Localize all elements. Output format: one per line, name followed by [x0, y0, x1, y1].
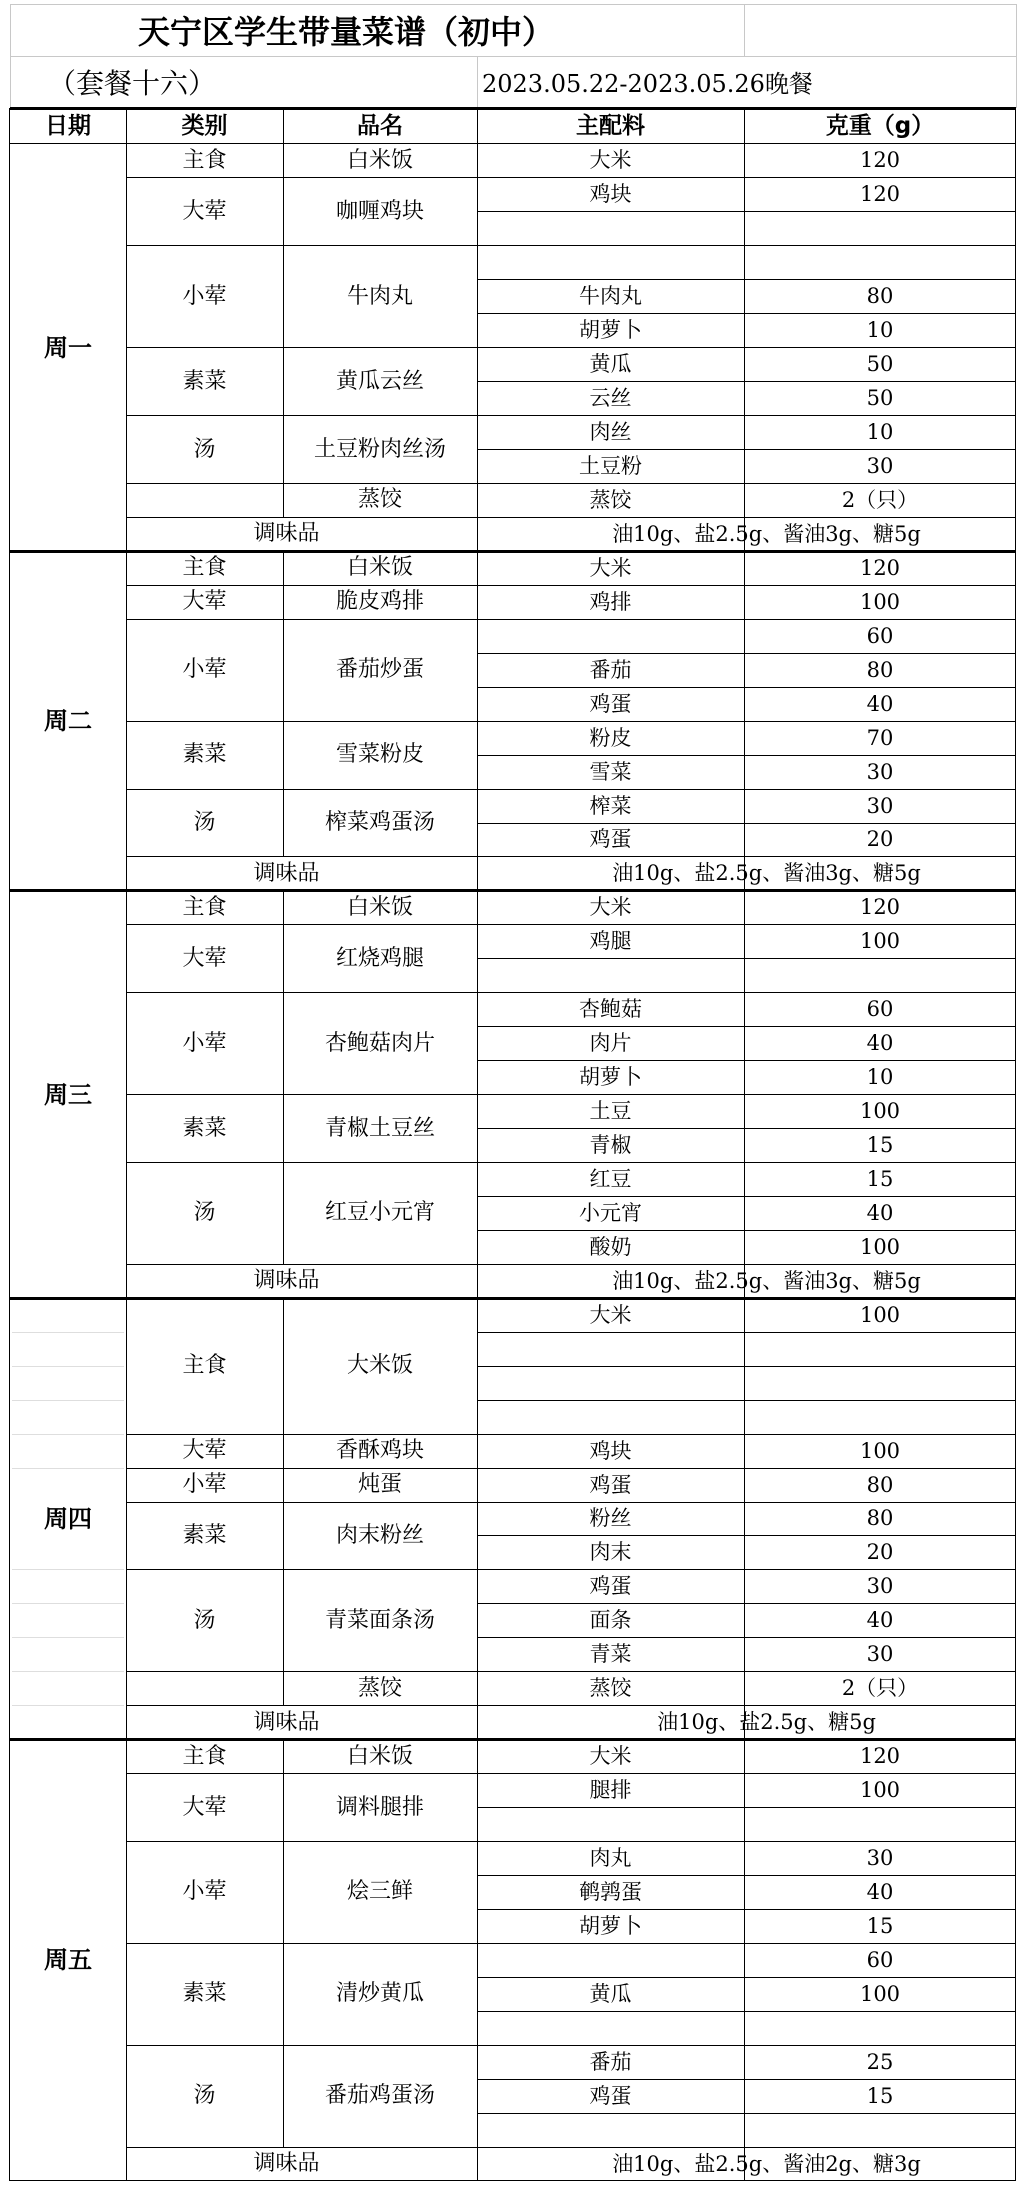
weight-cell: 60 [866, 1947, 894, 1972]
dish-name-cell: 杏鲍菇肉片 [324, 1030, 435, 1056]
weight-cell: 60 [866, 623, 894, 648]
dish-name-cell: 炖蛋 [357, 1472, 402, 1498]
weight-cell [744, 959, 1016, 993]
ingredient-cell: 鸡排 [589, 589, 632, 614]
ingredient-cell [477, 1332, 744, 1366]
dish-name-cell: 蒸饺 [357, 1675, 402, 1701]
weight-cell: 30 [866, 454, 894, 479]
weight-cell: 30 [866, 793, 894, 818]
ingredient-cell: 鸡块 [589, 182, 632, 207]
weight-cell: 15 [866, 1166, 894, 1191]
date-range: 2023.05.22-2023.05.26晚餐 [482, 70, 813, 98]
ingredient-cell [477, 1943, 744, 1977]
ingredient-cell [477, 246, 744, 280]
dish-name-cell: 番茄鸡蛋汤 [324, 2083, 435, 2109]
dish-name-cell: 咖喱鸡块 [335, 198, 424, 224]
grid-vline [1016, 4, 1017, 108]
page-title: 天宁区学生带量菜谱（初中） [138, 13, 555, 51]
category-cell: 小荤 [182, 1472, 227, 1498]
weight-cell: 10 [866, 420, 894, 445]
ingredient-cell: 肉片 [589, 1031, 632, 1056]
day-label: 周五 [44, 1946, 92, 1975]
ingredient-cell: 土豆粉 [579, 454, 642, 479]
grid-vline [10, 4, 11, 108]
category-cell: 素菜 [182, 368, 227, 394]
ingredient-cell: 鸡蛋 [589, 827, 632, 852]
ingredient-cell: 鸡蛋 [589, 1574, 632, 1599]
ingredient-cell: 牛肉丸 [579, 284, 642, 309]
category-cell: 小荤 [182, 1879, 227, 1905]
grid-vline [477, 56, 478, 108]
dish-name-cell: 白米饭 [346, 555, 413, 581]
category-cell: 汤 [193, 1607, 216, 1633]
dish-name-cell: 青椒土豆丝 [324, 1115, 435, 1141]
weight-cell: 70 [866, 725, 894, 750]
grid-vline [744, 4, 745, 56]
seasoning-value: 油10g、盐2.5g、酱油3g、糖5g [612, 1268, 921, 1293]
dish-name-cell: 蒸饺 [357, 487, 402, 513]
category-cell: 素菜 [182, 1115, 227, 1141]
ingredient-cell: 肉丸 [589, 1845, 632, 1870]
ingredient-cell: 小元宵 [579, 1200, 642, 1225]
dish-name-cell: 白米饭 [346, 1743, 413, 1769]
ingredient-cell: 鸡蛋 [589, 2083, 632, 2108]
ingredient-cell: 粉皮 [589, 725, 632, 750]
category-cell: 小荤 [182, 283, 227, 309]
category-cell: 主食 [182, 894, 227, 920]
dish-name-cell: 香酥鸡块 [335, 1438, 424, 1464]
ingredient-cell: 鸡蛋 [589, 691, 632, 716]
category-cell: 大荤 [182, 1438, 227, 1464]
ingredient-cell: 鹌鹑蛋 [579, 1879, 642, 1904]
weight-cell: 120 [859, 555, 901, 580]
weight-cell: 30 [866, 1845, 894, 1870]
category-cell: 大荤 [182, 945, 227, 971]
ingredient-cell: 雪菜 [589, 759, 632, 784]
ingredient-cell: 酸奶 [589, 1234, 632, 1259]
ingredient-cell: 胡萝卜 [579, 318, 642, 343]
category-cell: 大荤 [182, 589, 227, 615]
weight-cell: 120 [859, 148, 901, 173]
category-cell: 主食 [182, 555, 227, 581]
ingredient-cell: 番茄 [589, 2049, 632, 2074]
dish-name-cell: 脆皮鸡排 [335, 589, 424, 615]
header-category: 类别 [181, 112, 228, 139]
dish-name-cell: 红豆小元宵 [324, 1200, 435, 1226]
weight-cell: 15 [866, 1133, 894, 1158]
dish-name-cell: 大米饭 [346, 1353, 413, 1379]
ingredient-cell: 土豆 [589, 1099, 632, 1124]
header-weight: 克重（g） [825, 112, 935, 139]
dish-name-cell: 调料腿排 [335, 1794, 424, 1820]
weight-cell: 20 [866, 827, 894, 852]
category-cell: 小荤 [182, 1030, 227, 1056]
weight-cell: 20 [866, 1540, 894, 1565]
weight-cell: 80 [866, 284, 894, 309]
ingredient-cell: 蒸饺 [589, 487, 632, 512]
ingredient-cell: 红豆 [589, 1166, 632, 1191]
weight-cell: 80 [866, 1506, 894, 1531]
seasoning-value: 油10g、盐2.5g、糖5g [657, 1710, 876, 1735]
weight-cell: 120 [859, 182, 901, 207]
weight-cell: 100 [859, 1981, 901, 2006]
ingredient-cell [477, 1366, 744, 1400]
weight-cell: 40 [866, 1200, 894, 1225]
ingredient-cell: 面条 [589, 1608, 632, 1633]
category-cell [126, 1672, 283, 1706]
seasoning-label: 调味品 [253, 860, 320, 886]
ingredient-cell [477, 2113, 744, 2147]
weight-cell: 15 [866, 2083, 894, 2108]
ingredient-cell: 大米 [589, 895, 632, 920]
weight-cell: 100 [859, 929, 901, 954]
ingredient-cell [477, 1808, 744, 1842]
ingredient-cell: 胡萝卜 [579, 1913, 642, 1938]
weight-cell [744, 246, 1016, 280]
weight-cell: 100 [859, 1438, 901, 1463]
weight-cell: 100 [859, 1234, 901, 1259]
dish-name-cell: 红烧鸡腿 [335, 945, 424, 971]
category-cell: 汤 [193, 436, 216, 462]
dish-name-cell: 番茄炒蛋 [335, 657, 424, 683]
category-cell [126, 484, 283, 518]
weight-cell: 40 [866, 691, 894, 716]
weight-cell [744, 212, 1016, 246]
ingredient-cell: 鸡蛋 [589, 1472, 632, 1497]
category-cell: 素菜 [182, 1522, 227, 1548]
ingredient-cell [477, 959, 744, 993]
weight-cell: 10 [866, 1065, 894, 1090]
weight-cell [744, 1400, 1016, 1434]
weight-cell: 100 [859, 1099, 901, 1124]
ingredient-cell: 大米 [589, 1302, 632, 1327]
weight-cell: 30 [866, 1574, 894, 1599]
ingredient-cell: 鸡腿 [589, 929, 632, 954]
dish-name-cell: 雪菜粉皮 [335, 742, 424, 768]
weight-cell [744, 2113, 1016, 2147]
weight-cell: 30 [866, 759, 894, 784]
ingredient-cell: 肉末 [589, 1540, 632, 1565]
category-cell: 素菜 [182, 742, 227, 768]
weight-cell: 100 [859, 1778, 901, 1803]
ingredient-cell [477, 619, 744, 653]
category-cell: 汤 [193, 809, 216, 835]
category-cell: 汤 [193, 1200, 216, 1226]
weight-cell: 50 [866, 352, 894, 377]
ingredient-cell: 胡萝卜 [579, 1065, 642, 1090]
header-ingredient: 主配料 [576, 112, 645, 139]
ingredient-cell: 黄瓜 [589, 1981, 632, 2006]
ingredient-cell: 青椒 [589, 1133, 632, 1158]
ingredient-cell: 大米 [589, 148, 632, 173]
weight-cell: 100 [859, 1302, 901, 1327]
weight-cell: 15 [866, 1913, 894, 1938]
day-label: 周一 [44, 333, 92, 362]
ingredient-cell [477, 212, 744, 246]
dish-name-cell: 白米饭 [346, 147, 413, 173]
seasoning-label: 调味品 [253, 2151, 320, 2177]
weight-cell: 40 [866, 1031, 894, 1056]
seasoning-value: 油10g、盐2.5g、酱油2g、糖3g [612, 2151, 921, 2176]
subtitle: （套餐十六） [48, 67, 217, 100]
ingredient-cell: 腿排 [589, 1778, 632, 1803]
category-cell: 主食 [182, 1353, 227, 1379]
weight-cell [744, 1366, 1016, 1400]
ingredient-cell: 肉丝 [589, 420, 632, 445]
ingredient-cell: 番茄 [589, 657, 632, 682]
weight-cell: 2（只） [841, 1676, 919, 1701]
dish-name-cell: 白米饭 [346, 894, 413, 920]
dish-name-cell: 清炒黄瓜 [335, 1981, 424, 2007]
ingredient-cell [477, 1400, 744, 1434]
seasoning-label: 调味品 [253, 1268, 320, 1294]
category-cell: 素菜 [182, 1981, 227, 2007]
ingredient-cell: 鸡块 [589, 1438, 632, 1463]
weight-cell: 40 [866, 1608, 894, 1633]
category-cell: 大荤 [182, 198, 227, 224]
seasoning-value: 油10g、盐2.5g、酱油3g、糖5g [612, 861, 921, 886]
category-cell: 主食 [182, 1743, 227, 1769]
weight-cell [744, 1808, 1016, 1842]
header-date: 日期 [45, 112, 91, 139]
weight-cell: 50 [866, 386, 894, 411]
weight-cell [744, 1332, 1016, 1366]
weight-cell: 100 [859, 589, 901, 614]
weight-cell: 40 [866, 1879, 894, 1904]
ingredient-cell: 云丝 [589, 386, 632, 411]
weight-cell: 60 [866, 997, 894, 1022]
ingredient-cell: 粉丝 [589, 1506, 632, 1531]
day-label: 周二 [44, 707, 92, 736]
ingredient-cell: 杏鲍菇 [579, 997, 642, 1022]
ingredient-cell: 大米 [589, 1744, 632, 1769]
dish-name-cell: 肉末粉丝 [335, 1522, 424, 1548]
ingredient-cell: 黄瓜 [589, 352, 632, 377]
weight-cell: 80 [866, 1472, 894, 1497]
category-cell: 主食 [182, 147, 227, 173]
weight-cell [744, 2011, 1016, 2045]
weight-cell: 120 [859, 1744, 901, 1769]
category-cell: 汤 [193, 2083, 216, 2109]
ingredient-cell: 青菜 [589, 1642, 632, 1667]
weight-cell: 25 [866, 2049, 894, 2074]
weight-cell: 2（只） [841, 487, 919, 512]
ingredient-cell [477, 2011, 744, 2045]
category-cell: 大荤 [182, 1794, 227, 1820]
dish-name-cell: 青菜面条汤 [324, 1607, 435, 1633]
day-label: 周四 [44, 1504, 92, 1533]
ingredient-cell: 榨菜 [589, 793, 632, 818]
seasoning-label: 调味品 [253, 521, 320, 547]
dish-name-cell: 牛肉丸 [346, 283, 413, 309]
ingredient-cell: 大米 [589, 555, 632, 580]
dish-name-cell: 土豆粉肉丝汤 [313, 436, 446, 462]
dish-name-cell: 榨菜鸡蛋汤 [324, 809, 435, 835]
dish-name-cell: 黄瓜云丝 [335, 368, 424, 394]
weight-cell: 30 [866, 1642, 894, 1667]
day-label: 周三 [44, 1080, 92, 1109]
seasoning-value: 油10g、盐2.5g、酱油3g、糖5g [612, 521, 921, 546]
header-dish: 品名 [357, 112, 403, 139]
ingredient-cell: 蒸饺 [589, 1676, 632, 1701]
grid-hline [10, 4, 1016, 5]
weight-cell: 10 [866, 318, 894, 343]
weight-cell: 80 [866, 657, 894, 682]
weight-cell: 120 [859, 895, 901, 920]
category-cell: 小荤 [182, 657, 227, 683]
seasoning-label: 调味品 [253, 1709, 320, 1735]
dish-name-cell: 烩三鲜 [346, 1879, 413, 1905]
